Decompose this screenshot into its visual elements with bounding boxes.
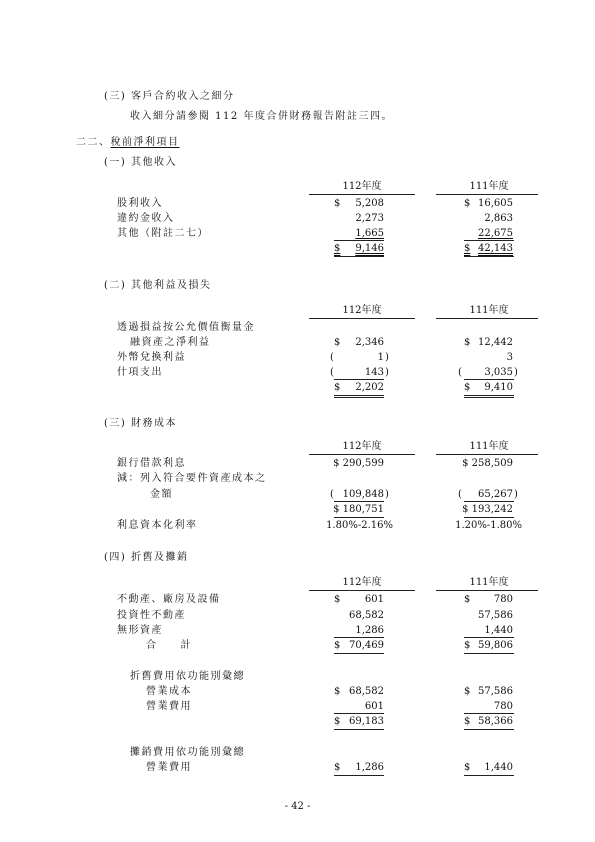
value-111: $ 258,509 [462,458,513,469]
section-22-prefix: 二二、 [76,137,111,148]
col-header-112: 112年度 [342,181,382,192]
currency-symbol: $ [334,243,341,254]
double-rule [334,775,384,776]
value-112: 1 [377,352,384,363]
currency-symbol: $ [464,762,471,773]
value-112: $ 290,599 [333,458,384,469]
value-112: 68,582 [349,686,384,697]
row-label: 什項支出 [117,367,163,378]
row-label-continued: 融資產之淨利益 [130,337,211,348]
row-label: 無形資產 [117,625,163,636]
value-111: 65,267 [478,489,513,500]
total-111: 9,410 [484,382,513,393]
total-112: 70,469 [349,640,384,651]
value-111: 780 [493,701,513,712]
close-paren: ) [385,489,389,500]
subtotal-rule [334,240,384,241]
header-rule [309,318,415,319]
col-header-111: 111年度 [469,441,509,452]
currency-symbol: $ [464,243,471,254]
value-112: 2,273 [355,213,384,224]
col-header-111: 111年度 [469,181,509,192]
currency-symbol: $ [334,686,341,697]
amort-by-function-title: 攤銷費用依功能別彙總 [130,747,245,758]
other-gains-title: (二) 其他利益及損失 [104,280,212,291]
header-rule [436,454,538,455]
double-rule [334,397,384,398]
value-111: 2,863 [484,213,513,224]
value-112: 5,208 [355,198,384,209]
currency-symbol: $ [464,198,471,209]
total-112: 69,183 [349,716,384,727]
total-111: 58,366 [478,716,513,727]
open-paren: ( [458,367,462,378]
value-111: 1,440 [484,762,513,773]
currency-symbol: $ [334,198,341,209]
dep-by-function-title: 折舊費用依功能別彙總 [130,671,245,682]
double-rule [464,729,514,730]
value-112: 143 [364,367,384,378]
open-paren: ( [330,367,334,378]
header-rule [436,318,538,319]
total-111: 42,143 [478,243,513,254]
currency-symbol: $ [464,382,471,393]
subtotal-rule [334,713,384,714]
value-112: 109,848 [342,489,384,500]
total-label: 合 計 [146,640,192,651]
header-rule [436,194,538,195]
section-22-heading [76,137,180,149]
row-label: 銀行借款利息 [117,458,186,469]
double-rule [334,517,384,518]
currency-symbol: $ [334,762,341,773]
close-paren: ) [514,367,518,378]
subtotal-rule [464,501,514,502]
currency-symbol: $ [334,594,341,605]
section-3-title: (三) 客戶合約收入之細分 [104,91,235,102]
row-label: 透過損益按公允價值衡量金 [117,322,255,333]
col-header-111: 111年度 [469,577,509,588]
double-rule [464,517,514,518]
open-paren: ( [330,489,334,500]
total-112: 2,202 [355,382,384,393]
subtotal-rule [334,637,384,638]
double-rule [464,397,514,398]
currency-symbol: $ [464,640,471,651]
open-paren: ( [458,489,462,500]
value-112: 1,665 [355,228,384,239]
currency-symbol: $ [334,382,341,393]
rate-112: 1.80%-2.16% [326,520,393,531]
subtotal-rule [464,713,514,714]
depreciation-title: (四) 折舊及攤銷 [104,552,189,563]
header-rule [309,454,415,455]
subtotal-rule [464,240,514,241]
subtotal-rule [334,379,384,380]
section-3-note: 收入細分請參閱 112 年度合併財務報告附註三四。 [130,111,393,122]
col-header-111: 111年度 [469,305,509,316]
row-label: 營業費用 [146,701,192,712]
col-header-112: 112年度 [342,305,382,316]
row-label: 其他（附註二七） [117,228,209,239]
row-label: 減：列入符合要件資產成本之 [117,473,267,484]
value-111: 780 [493,594,513,605]
currency-symbol: $ [464,716,471,727]
value-111: 57,586 [478,610,513,621]
close-paren: ) [385,367,389,378]
currency-symbol: $ [334,640,341,651]
total-112: $ 180,751 [333,504,384,515]
row-label: 違約金收入 [117,213,175,224]
double-rule [464,775,514,776]
open-paren: ( [330,352,334,363]
value-112: 2,346 [355,337,384,348]
double-rule [334,729,384,730]
value-112: 601 [364,701,384,712]
close-paren: ) [514,489,518,500]
double-rule [464,256,514,257]
other-income-title: (一) 其他收入 [104,157,177,168]
value-111: 3 [506,352,513,363]
row-label: 營業費用 [146,762,192,773]
subtotal-rule [334,501,384,502]
close-paren: ) [385,352,389,363]
value-111: 16,605 [478,198,513,209]
total-112: 9,146 [355,243,384,254]
header-rule [309,194,415,195]
finance-cost-title: (三) 財務成本 [104,418,177,429]
row-label: 不動產、廠房及設備 [117,594,221,605]
double-rule [464,395,514,396]
currency-symbol: $ [464,686,471,697]
value-112: 1,286 [355,762,384,773]
value-111: 1,440 [484,625,513,636]
value-112: 601 [364,594,384,605]
value-111: 12,442 [478,337,513,348]
header-rule [309,590,415,591]
row-label: 外幣兌換利益 [117,352,186,363]
row-label: 投資性不動產 [117,610,186,621]
row-label: 股利收入 [117,198,163,209]
page-number: - 42 - [284,801,311,812]
col-header-112: 112年度 [342,441,382,452]
header-rule [436,590,538,591]
value-111: 3,035 [484,367,513,378]
subtotal-rule [464,637,514,638]
value-111: 57,586 [478,686,513,697]
section-22-title: 稅前淨利項目 [110,137,180,148]
row-label-continued: 金額 [150,489,173,500]
value-112: 1,286 [355,625,384,636]
rate-111: 1.20%-1.80% [455,520,522,531]
subtotal-rule [464,379,514,380]
currency-symbol: $ [464,594,471,605]
total-111: 59,806 [478,640,513,651]
value-112: 68,582 [349,610,384,621]
double-rule [334,653,384,654]
currency-symbol: $ [464,337,471,348]
row-label: 利息資本化利率 [117,520,198,531]
currency-symbol: $ [334,716,341,727]
double-rule [464,653,514,654]
double-rule [334,395,384,396]
total-111: $ 193,242 [462,504,513,515]
value-111: 22,675 [478,228,513,239]
row-label: 營業成本 [146,686,192,697]
currency-symbol: $ [334,337,341,348]
double-rule [334,256,384,257]
col-header-112: 112年度 [342,577,382,588]
